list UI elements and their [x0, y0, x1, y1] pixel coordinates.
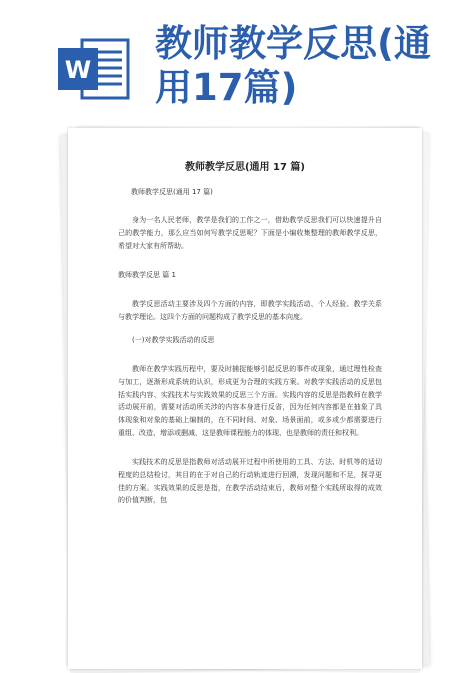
section-heading: 教师教学反思 篇 1	[118, 271, 176, 279]
document-title: 教师教学反思(通用 17 篇)	[184, 162, 306, 173]
intro-paragraph: 身为一名人民老师，教学是我们的工作之一，借助教学反思我们可以快速提升自己的教学能力，那么应当如何写教学反思呢？下面是小编收集整理的教师教学反思，希望对大家有所帮助。	[118, 216, 382, 250]
banner	[0, 0, 474, 120]
document-page	[68, 128, 422, 669]
paragraph: 教学反思活动主要涉及四个方面的内容，即教学实践活动、个人经验、教学关系与教学理论。这四个方面的问题构成了教学反思的基本向度。	[118, 300, 382, 321]
subheading: (一)对教学实践活动的反思	[132, 336, 215, 344]
paragraph: 实践技术的反思是指教师对活动展开过程中所使用的工具、方法、时机等的适切程度的总结检讨，其目的在于对自己的行动轨迹进行回溯，发现问题和不足，探寻更佳的方案。实践效果的反思是指，在教学活动结束后，教师对整个实践所取得的成效的价值判断，包	[118, 458, 382, 505]
svg-text:W: W	[64, 56, 92, 84]
word-document-icon	[56, 36, 132, 102]
document-preview	[58, 128, 432, 669]
document-subtitle: 教师教学反思(通用 17 篇)	[131, 188, 213, 196]
banner-title: 教师教学反思(通用17篇)	[155, 22, 431, 109]
paragraph: 教师在教学实践历程中，要及时捕捉能够引起反思的事件或现象，通过理性检查与加工，逐渐形成系统的认识，形成更为合理的实践方案。对教学实践活动的反思包括实践内容、实践技术与实践效果的反思三个方面。实践内容的反思是指教师在教学活动展开前，需要对活动所关涉的内容本身进行反省，因为任何内容都是在抽象了具体现象和对象的基础上编制的，在不同时间、对象、场景面前，或多或少都需要进行重组、改造、增添或删减，这是教师课程能力的体现、也是教师的责任和权利。	[118, 365, 382, 437]
